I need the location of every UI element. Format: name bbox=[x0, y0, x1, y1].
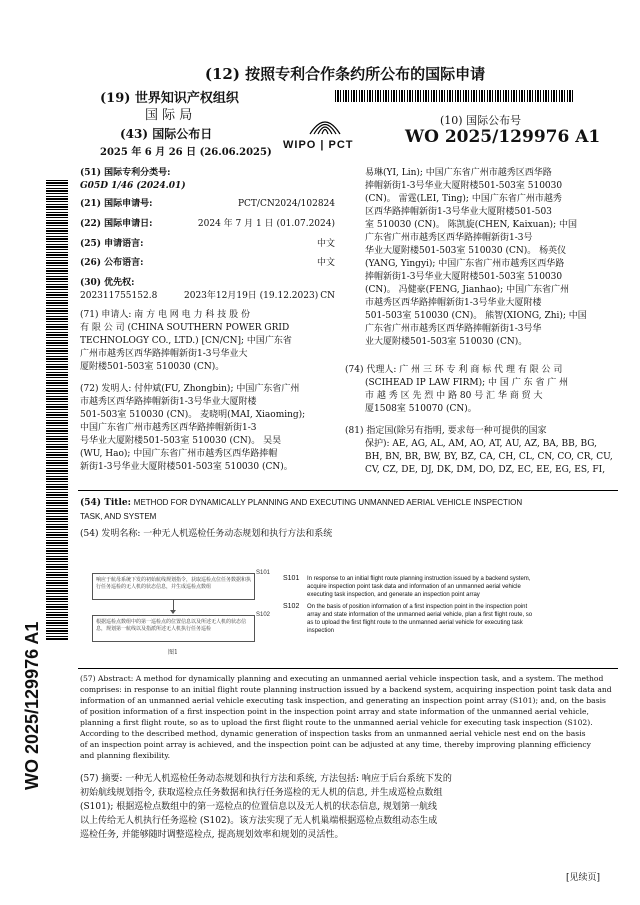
inventor-line: 易琳(YI, Lin); 中国广东省广州市越秀区西华路 bbox=[365, 168, 552, 178]
s101-line: acquire inspection point task data and information of an unmanned aerial vehicle bbox=[307, 584, 521, 590]
filing-date-value: 2024 年 7 月 1 日 (01.07.2024) bbox=[197, 219, 335, 229]
inventor-line: 广东省广州市越秀区西华路捧帽新街1-3号 bbox=[365, 233, 533, 243]
flow-box-s101: 响应于航母系统下发的初始航线规划指令，获取巡检点位任务数据和执行任务巡检的无人机的状态信息，并生成巡检点数组 bbox=[92, 573, 255, 600]
flow-step-s102: S102 bbox=[256, 612, 271, 618]
title-en-text-cont: TASK, AND SYSTEM bbox=[80, 512, 157, 521]
inventor-line: 捧帽新街1-3号华业大厦附楼501-503室 510030 bbox=[365, 181, 563, 191]
pub-lang-label: (26) 公布语言: bbox=[80, 258, 144, 268]
pub-date-label: (43) 国际公布日 bbox=[120, 127, 213, 141]
ipc-section bbox=[80, 167, 330, 193]
inventor-section bbox=[80, 383, 335, 474]
inventor-line: 新街1-3号华业大厦附楼501-503室 510030 (CN)。 bbox=[80, 462, 293, 472]
applicant-line: 厦附楼501-503室 510030 (CN)。 bbox=[80, 362, 225, 372]
flow-step-s101: S101 bbox=[256, 570, 271, 576]
abstract-en-line: (57) Abstract: A method for dynamically planning and executing an unmanned aerial vehicle inspection task, and a system. The method bbox=[80, 674, 604, 683]
org-bureau: 国 际 局 bbox=[145, 108, 193, 123]
title-en-text: METHOD FOR DYNAMICALLY PLANNING AND EXECUTING UNMANNED AERIAL VEHICLE INSPECTION bbox=[133, 498, 523, 507]
pub-number-value: WO 2025/129976 A1 bbox=[405, 127, 601, 147]
abstract-zh-line: 初始航线规划指令, 获取巡检点任务数据和执行任务巡检的无人机的信息, 并生成巡检点数组 bbox=[80, 788, 443, 798]
filing-date-row bbox=[80, 218, 335, 231]
filing-lang-row bbox=[80, 238, 335, 251]
wipo-pct-text: WIPO | PCT bbox=[283, 139, 354, 151]
title-en bbox=[80, 496, 620, 523]
abstract-en-line: According to the described method, dynamic generation of inspection tasks from an unmanned aerial vehicle nest end on the basis bbox=[80, 729, 586, 738]
ipc-label: (51) 国际专利分类号: bbox=[80, 168, 171, 178]
title-zh: (54) 发明名称: 一种无人机巡检任务动态规划和执行方法和系统 bbox=[80, 529, 333, 539]
pub-number-label: (10) 国际公布号 bbox=[440, 114, 522, 127]
app-number-row bbox=[80, 198, 335, 211]
agent-line: 市 越 秀 区 先 烈 中 路 80 号 汇 华 商 贸 大 bbox=[365, 391, 543, 401]
states-line: 保护): AE, AG, AL, AM, AO, AT, AU, AZ, BA, BB, BG, bbox=[365, 439, 597, 449]
priority-number: 202311755152.8 bbox=[80, 291, 158, 301]
abstract-zh-line: 以上传给无人机执行任务巡检 (S102)。该方法实现了无人机巢端根据巡检点数组动态生成 bbox=[80, 816, 438, 826]
agent-section bbox=[345, 364, 620, 416]
flow-arrow-head-icon bbox=[170, 610, 176, 614]
app-number-label: (21) 国际申请号: bbox=[80, 199, 153, 209]
inventor-line: 中国广东省广州市越秀区西华路捧帽新街1-3 bbox=[80, 423, 257, 433]
abstract-en-line: comprises: in response to an initial flight route planning instruction issued by a backend system, acquiring inspection point task data and bbox=[80, 685, 612, 694]
s102-label: S102 bbox=[283, 603, 300, 610]
document-type-heading: (12) 按照专利合作条约所公布的国际申请 bbox=[204, 65, 486, 83]
figure-1 bbox=[80, 568, 280, 668]
filing-lang-label: (25) 申请语言: bbox=[80, 239, 144, 249]
inventor-line: 号华业大厦附楼501-503室 510030 (CN)。 吴昊 bbox=[80, 436, 282, 446]
s101-line: executing task inspection, and generate an inspection point array bbox=[307, 592, 480, 598]
s101-line: In response to an initial flight route planning instruction issued by a backend system, bbox=[307, 576, 531, 582]
top-barcode bbox=[335, 90, 573, 102]
pub-date-value: 2025 年 6 月 26 日 (26.06.2025) bbox=[100, 147, 272, 158]
title-en-label: (54) Title: bbox=[80, 498, 131, 508]
inventor-line: (72) 发明人: 付仲斌(FU, Zhongbin); 中国广东省广州 bbox=[80, 384, 300, 394]
inventor-line: (YANG, Yingyi); 中国广东省广州市越秀区西华路 bbox=[365, 259, 565, 269]
abstract-en-line: of an inspection point array is achieved, and the inspection point can be adjusted at any time, thereby improving planning efficiency bbox=[80, 740, 591, 749]
applicant-line: (71) 申请人: 南 方 电 网 电 力 科 技 股 份 bbox=[80, 310, 250, 320]
app-number-value: PCT/CN2024/102824 bbox=[237, 199, 335, 209]
applicant-line: 广州市越秀区西华路捧帽新街1-3号华业大 bbox=[80, 349, 248, 359]
designated-states bbox=[345, 425, 620, 477]
continued-marker: [见续页] bbox=[566, 873, 601, 883]
inventor-line: 室 510030 (CN)。 陈凯旋(CHEN, Kaixuan); 中国 bbox=[365, 220, 577, 230]
s101-label: S101 bbox=[283, 575, 300, 582]
priority-row bbox=[80, 290, 335, 303]
s101-text bbox=[307, 575, 607, 599]
s102-line: array and state information of the unmanned aerial vehicle, plan a first flight route, so bbox=[307, 612, 533, 618]
inventor-line: (CN)。 雷霆(LEI, Ting); 中国广东省广州市越秀 bbox=[365, 194, 562, 204]
inventor-line: 市越秀区西华路捧帽新街1-3号华业大厦附楼 bbox=[80, 397, 257, 407]
abstract-en-line: of position information of a first inspection point in the inspection point array and state information of the unmanned aerial vehicle, bbox=[80, 707, 589, 716]
abstract-en-line: and planning flexibility. bbox=[80, 751, 171, 760]
states-line: BH, BN, BR, BW, BY, BZ, CA, CH, CL, CN, CO, CR, CU, bbox=[365, 452, 613, 462]
priority-date: 2023年12月19日 (19.12.2023) bbox=[184, 291, 319, 301]
inventor-line: 业大厦附楼501-503室 510030 (CN)。 bbox=[365, 337, 528, 347]
abstract-zh-line: (S101); 根据巡检点数组中的第一巡检点的位置信息以及无人机的状态信息, 规划第一航线 bbox=[80, 802, 437, 812]
side-barcode bbox=[46, 180, 68, 640]
divider bbox=[78, 490, 618, 491]
abstract-zh-line: (57) 摘要: 一种无人机巡检任务动态规划和执行方法和系统, 方法包括: 响应于后台系统下发的 bbox=[80, 774, 452, 784]
inventor-line: 华业大厦附楼501-503室 510030 (CN)。 杨英仪 bbox=[365, 246, 567, 256]
inventor-line: 捧帽新街1-3号华业大厦附楼501-503室 510030 bbox=[365, 272, 563, 282]
applicant-section bbox=[80, 309, 335, 374]
agent-line: (74) 代理人: 广 州 三 环 专 利 商 标 代 理 有 限 公 司 bbox=[345, 365, 563, 375]
inventor-line: 区西华路捧帽新街1-3号华业大厦附楼501-503 bbox=[365, 207, 552, 217]
agent-line: (SCIHEAD IP LAW FIRM); 中 国 广 东 省 广 州 bbox=[365, 378, 569, 388]
org-name: (19) 世界知识产权组织 bbox=[100, 91, 239, 106]
applicant-line: 有 限 公 司 (CHINA SOUTHERN POWER GRID bbox=[80, 323, 290, 333]
s102-text bbox=[307, 603, 607, 635]
s102-line: inspection bbox=[307, 628, 335, 634]
abstract-zh bbox=[80, 772, 620, 842]
right-inventors bbox=[365, 167, 620, 349]
abstract-en bbox=[80, 673, 620, 761]
figure-caption: 图1 bbox=[168, 649, 178, 656]
abstract-zh-line: 巡检任务, 并能够随时调整巡检点, 提高规划效率和规划的灵活性。 bbox=[80, 830, 344, 840]
filing-lang-value: 中文 bbox=[316, 239, 335, 249]
divider bbox=[78, 668, 618, 669]
s102-line: as to upload the first flight route to the unmanned aerial vehicle for executing task bbox=[307, 620, 523, 626]
inventor-line: 501-503室 510030 (CN)。 熊智(XIONG, Zhi); 中国 bbox=[365, 311, 587, 321]
states-line: CV, CZ, DE, DJ, DK, DM, DO, DZ, EC, EE, EG, ES, FI, bbox=[365, 465, 606, 475]
abstract-en-line: planning a first flight route, so as to upload the first flight route to the unmanned aerial vehicle for executing task inspection (S102). bbox=[80, 718, 593, 727]
inventor-line: (CN)。 冯健豪(FENG, Jianhao); 中国广东省广州 bbox=[365, 285, 570, 295]
states-line: (81) 指定国(除另有指明, 要求每一种可提供的国家 bbox=[345, 426, 547, 436]
flow-box-s102: 根据巡检点数组中的第一巡检点的位置信息以及所述无人机的状态信息，规划第一航线以及指派所述无人机执行任务巡检 bbox=[92, 615, 255, 642]
pub-lang-value: 中文 bbox=[316, 258, 335, 268]
abstract-en-line: information of an unmanned aerial vehicle executing task inspection, and generating an inspection point array (S101); and, on the basis bbox=[80, 696, 606, 705]
inventor-line: 市越秀区西华路捧帽新街1-3号华业大厦附楼 bbox=[365, 298, 542, 308]
priority-label: (30) 优先权: bbox=[80, 278, 135, 288]
inventor-line: 广东省广州市越秀区西华路捧帽新街1-3号华 bbox=[365, 324, 542, 334]
agent-line: 厦1508室 510070 (CN)。 bbox=[365, 404, 477, 414]
priority-section bbox=[80, 277, 335, 303]
applicant-line: TECHNOLOGY CO., LTD.) [CN/CN]; 中国广东省 bbox=[80, 336, 292, 346]
inventor-line: 501-503室 510030 (CN)。 麦晓明(MAI, Xiaoming); bbox=[80, 410, 306, 420]
ipc-value: G05D 1/46 (2024.01) bbox=[80, 181, 186, 191]
filing-date-label: (22) 国际申请日: bbox=[80, 219, 153, 229]
priority-country: CN bbox=[320, 291, 335, 301]
inventor-line: (WU, Hao); 中国广东省广州市越秀区西华路捧帽 bbox=[80, 449, 278, 459]
pub-lang-row bbox=[80, 257, 335, 270]
s102-line: On the basis of position information of a first inspection point in the inspection point bbox=[307, 604, 528, 610]
